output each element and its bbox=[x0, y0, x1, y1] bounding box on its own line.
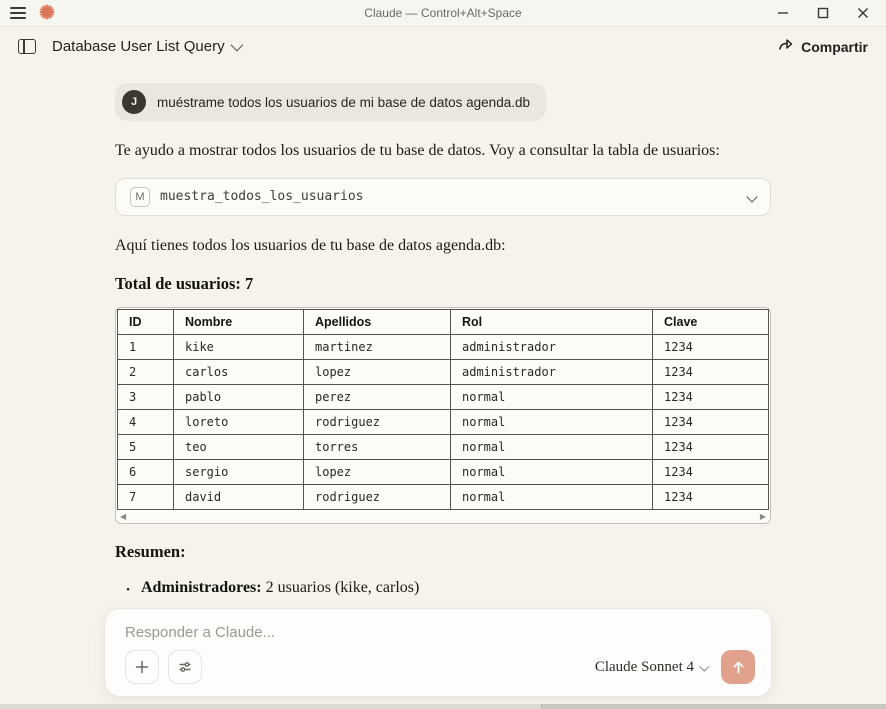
share-button[interactable] bbox=[778, 37, 868, 56]
table-cell: pablo bbox=[174, 385, 304, 410]
users-table-container bbox=[115, 307, 771, 524]
summary-item: • Administradores: 2 usuarios (kike, carlos) bbox=[126, 579, 420, 597]
table-cell: kike bbox=[174, 335, 304, 360]
table-row bbox=[118, 360, 769, 385]
table-cell: rodriguez bbox=[304, 485, 451, 510]
table-cell: torres bbox=[304, 435, 451, 460]
chevron-down-icon bbox=[230, 39, 243, 52]
menu-icon[interactable] bbox=[10, 7, 26, 19]
model-label: Claude Sonnet 4 bbox=[594, 658, 694, 675]
table-cell: carlos bbox=[174, 360, 304, 385]
maximize-button[interactable] bbox=[816, 6, 830, 20]
reply-input[interactable] bbox=[125, 624, 755, 641]
table-row bbox=[118, 385, 769, 410]
attach-button[interactable] bbox=[125, 650, 159, 684]
table-cell: perez bbox=[304, 385, 451, 410]
sidebar-toggle-icon[interactable] bbox=[18, 39, 36, 54]
table-cell: 1234 bbox=[653, 335, 769, 360]
send-arrow-icon bbox=[731, 660, 746, 675]
users-table bbox=[117, 309, 769, 510]
table-cell: martinez bbox=[304, 335, 451, 360]
table-horizontal-scrollbar[interactable] bbox=[117, 510, 769, 523]
table-row bbox=[118, 410, 769, 435]
scrollbar-thumb[interactable] bbox=[541, 704, 886, 709]
table-cell: 1234 bbox=[653, 460, 769, 485]
scroll-left-icon[interactable]: ◀ bbox=[120, 511, 127, 521]
table-cell: 4 bbox=[118, 410, 174, 435]
share-label: Compartir bbox=[801, 38, 868, 55]
conversation-title-dropdown[interactable] bbox=[52, 38, 240, 55]
table-cell: normal bbox=[451, 435, 653, 460]
model-selector[interactable] bbox=[595, 659, 707, 676]
tools-settings-button[interactable] bbox=[168, 650, 202, 684]
table-cell: 1234 bbox=[653, 385, 769, 410]
table-cell: 2 bbox=[118, 360, 174, 385]
table-cell: administrador bbox=[451, 360, 653, 385]
mcp-tool-badge-icon: M bbox=[130, 187, 150, 207]
table-cell: teo bbox=[174, 435, 304, 460]
conversation-title: Database User List Query bbox=[52, 38, 225, 55]
summary-heading: Resumen: bbox=[115, 542, 186, 562]
assistant-paragraph-result: Aquí tienes todos los usuarios de tu base de datos agenda.db: bbox=[115, 236, 506, 254]
table-cell: david bbox=[174, 485, 304, 510]
window-title: Claude — Control+Alt+Space bbox=[364, 6, 522, 20]
send-button[interactable] bbox=[721, 650, 755, 684]
table-cell: 7 bbox=[118, 485, 174, 510]
table-cell: 1234 bbox=[653, 485, 769, 510]
table-cell: normal bbox=[451, 410, 653, 435]
plus-icon bbox=[134, 659, 150, 675]
user-avatar: J bbox=[122, 90, 146, 114]
tool-call-name: muestra_todos_los_usuarios bbox=[160, 189, 364, 205]
share-icon bbox=[778, 37, 794, 56]
table-cell: lopez bbox=[304, 460, 451, 485]
reply-composer bbox=[104, 608, 772, 697]
table-column-header: Clave bbox=[653, 310, 769, 335]
sliders-icon bbox=[177, 659, 193, 675]
scroll-right-icon[interactable]: ▶ bbox=[759, 511, 766, 521]
table-column-header: ID bbox=[118, 310, 174, 335]
total-users-heading: Total de usuarios: 7 bbox=[115, 274, 254, 294]
table-column-header: Rol bbox=[451, 310, 653, 335]
table-row bbox=[118, 335, 769, 360]
table-column-header: Nombre bbox=[174, 310, 304, 335]
claude-logo-icon bbox=[39, 4, 55, 23]
table-cell: rodriguez bbox=[304, 410, 451, 435]
table-cell: 5 bbox=[118, 435, 174, 460]
minimize-button[interactable] bbox=[776, 6, 790, 20]
table-column-header: Apellidos bbox=[304, 310, 451, 335]
user-message-bubble bbox=[115, 83, 546, 121]
table-cell: 1234 bbox=[653, 360, 769, 385]
table-cell: loreto bbox=[174, 410, 304, 435]
table-cell: 1234 bbox=[653, 410, 769, 435]
table-cell: lopez bbox=[304, 360, 451, 385]
user-message-text: muéstrame todos los usuarios de mi base de datos agenda.db bbox=[157, 94, 530, 110]
table-cell: normal bbox=[451, 385, 653, 410]
table-cell: normal bbox=[451, 460, 653, 485]
table-cell: 6 bbox=[118, 460, 174, 485]
assistant-paragraph-intro: Te ayudo a mostrar todos los usuarios de tu base de datos. Voy a consultar la tabla de usuarios: bbox=[115, 142, 720, 159]
table-cell: sergio bbox=[174, 460, 304, 485]
chat-content bbox=[115, 66, 771, 640]
tool-call-card[interactable] bbox=[115, 178, 771, 216]
table-cell: 1 bbox=[118, 335, 174, 360]
table-row bbox=[118, 435, 769, 460]
table-cell: administrador bbox=[451, 335, 653, 360]
table-cell: 1234 bbox=[653, 435, 769, 460]
table-row bbox=[118, 485, 769, 510]
chevron-down-icon bbox=[699, 661, 709, 671]
window-horizontal-scrollbar[interactable] bbox=[0, 704, 886, 709]
table-cell: 3 bbox=[118, 385, 174, 410]
window-titlebar bbox=[0, 0, 886, 27]
table-cell: normal bbox=[451, 485, 653, 510]
table-header-row bbox=[118, 310, 769, 335]
conversation-header bbox=[0, 27, 886, 66]
table-row bbox=[118, 460, 769, 485]
close-button[interactable] bbox=[856, 6, 870, 20]
chevron-down-icon bbox=[746, 191, 757, 202]
